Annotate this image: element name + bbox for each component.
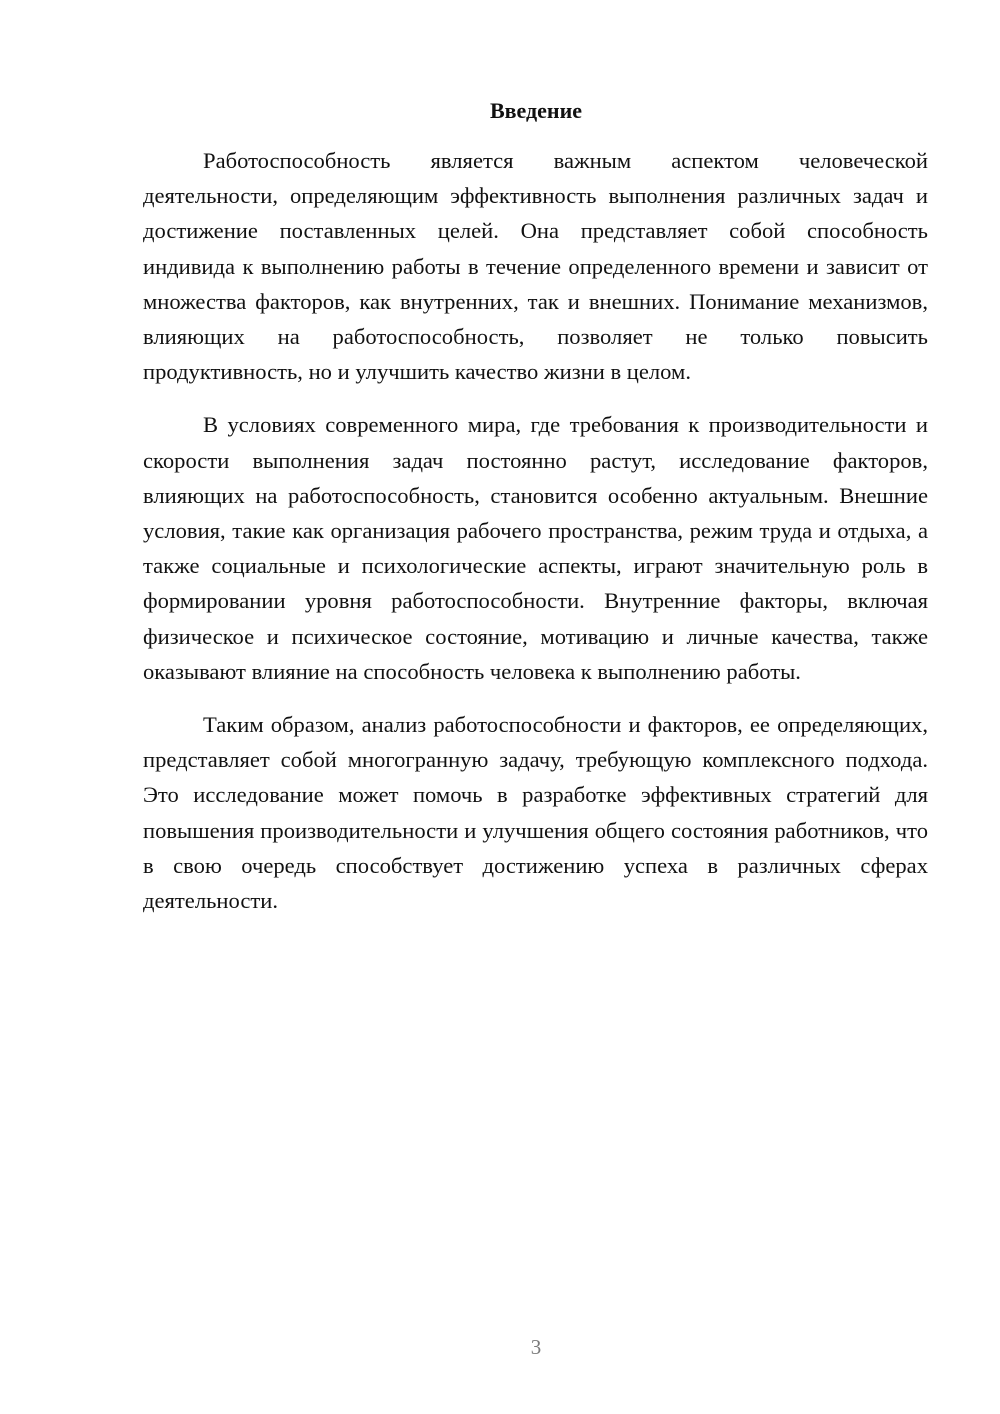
body-text (143, 143, 928, 936)
paragraph-1: Работоспособность является важным аспектом человеческой деятельности, определяющим эффективность выполнения различных задач и достижение поставленных целей. Она представляет собой способность индивида к выполнению работы в течение определенного времени и зависит от множества факторов, как внутренних, так и внешних. Понимание механизмов, влияющих на работоспособность, позволяет не только повысить продуктивность, но и улучшить качество жизни в целом. (143, 148, 928, 385)
section-heading: Введение (489, 98, 583, 123)
paragraph-3: Таким образом, анализ работоспособности и факторов, ее определяющих, представляет собой многогранную задачу, требующую комплексного подхода. Это исследование может помочь в разработке эффективных стратегий для повышения производительности и улучшения общего состояния работников, что в свою очередь способствует достижению успеха в различных сферах деятельности. (143, 712, 928, 914)
page-number: 3 (530, 1335, 542, 1359)
paragraph-2: В условиях современного мира, где требования к производительности и скорости выполнения задач постоянно растут, исследование факторов, влияющих на работоспособность, становится особенно актуальным. Внешние условия, такие как организация рабочего пространства, режим труда и отдыха, а также социальные и психологические аспекты, играют значительную роль в формировании уровня работоспособности. Внутренние факторы, включая физическое и психическое состояние, мотивацию и личные качества, также оказывают влияние на способность человека к выполнению работы. (143, 412, 928, 684)
